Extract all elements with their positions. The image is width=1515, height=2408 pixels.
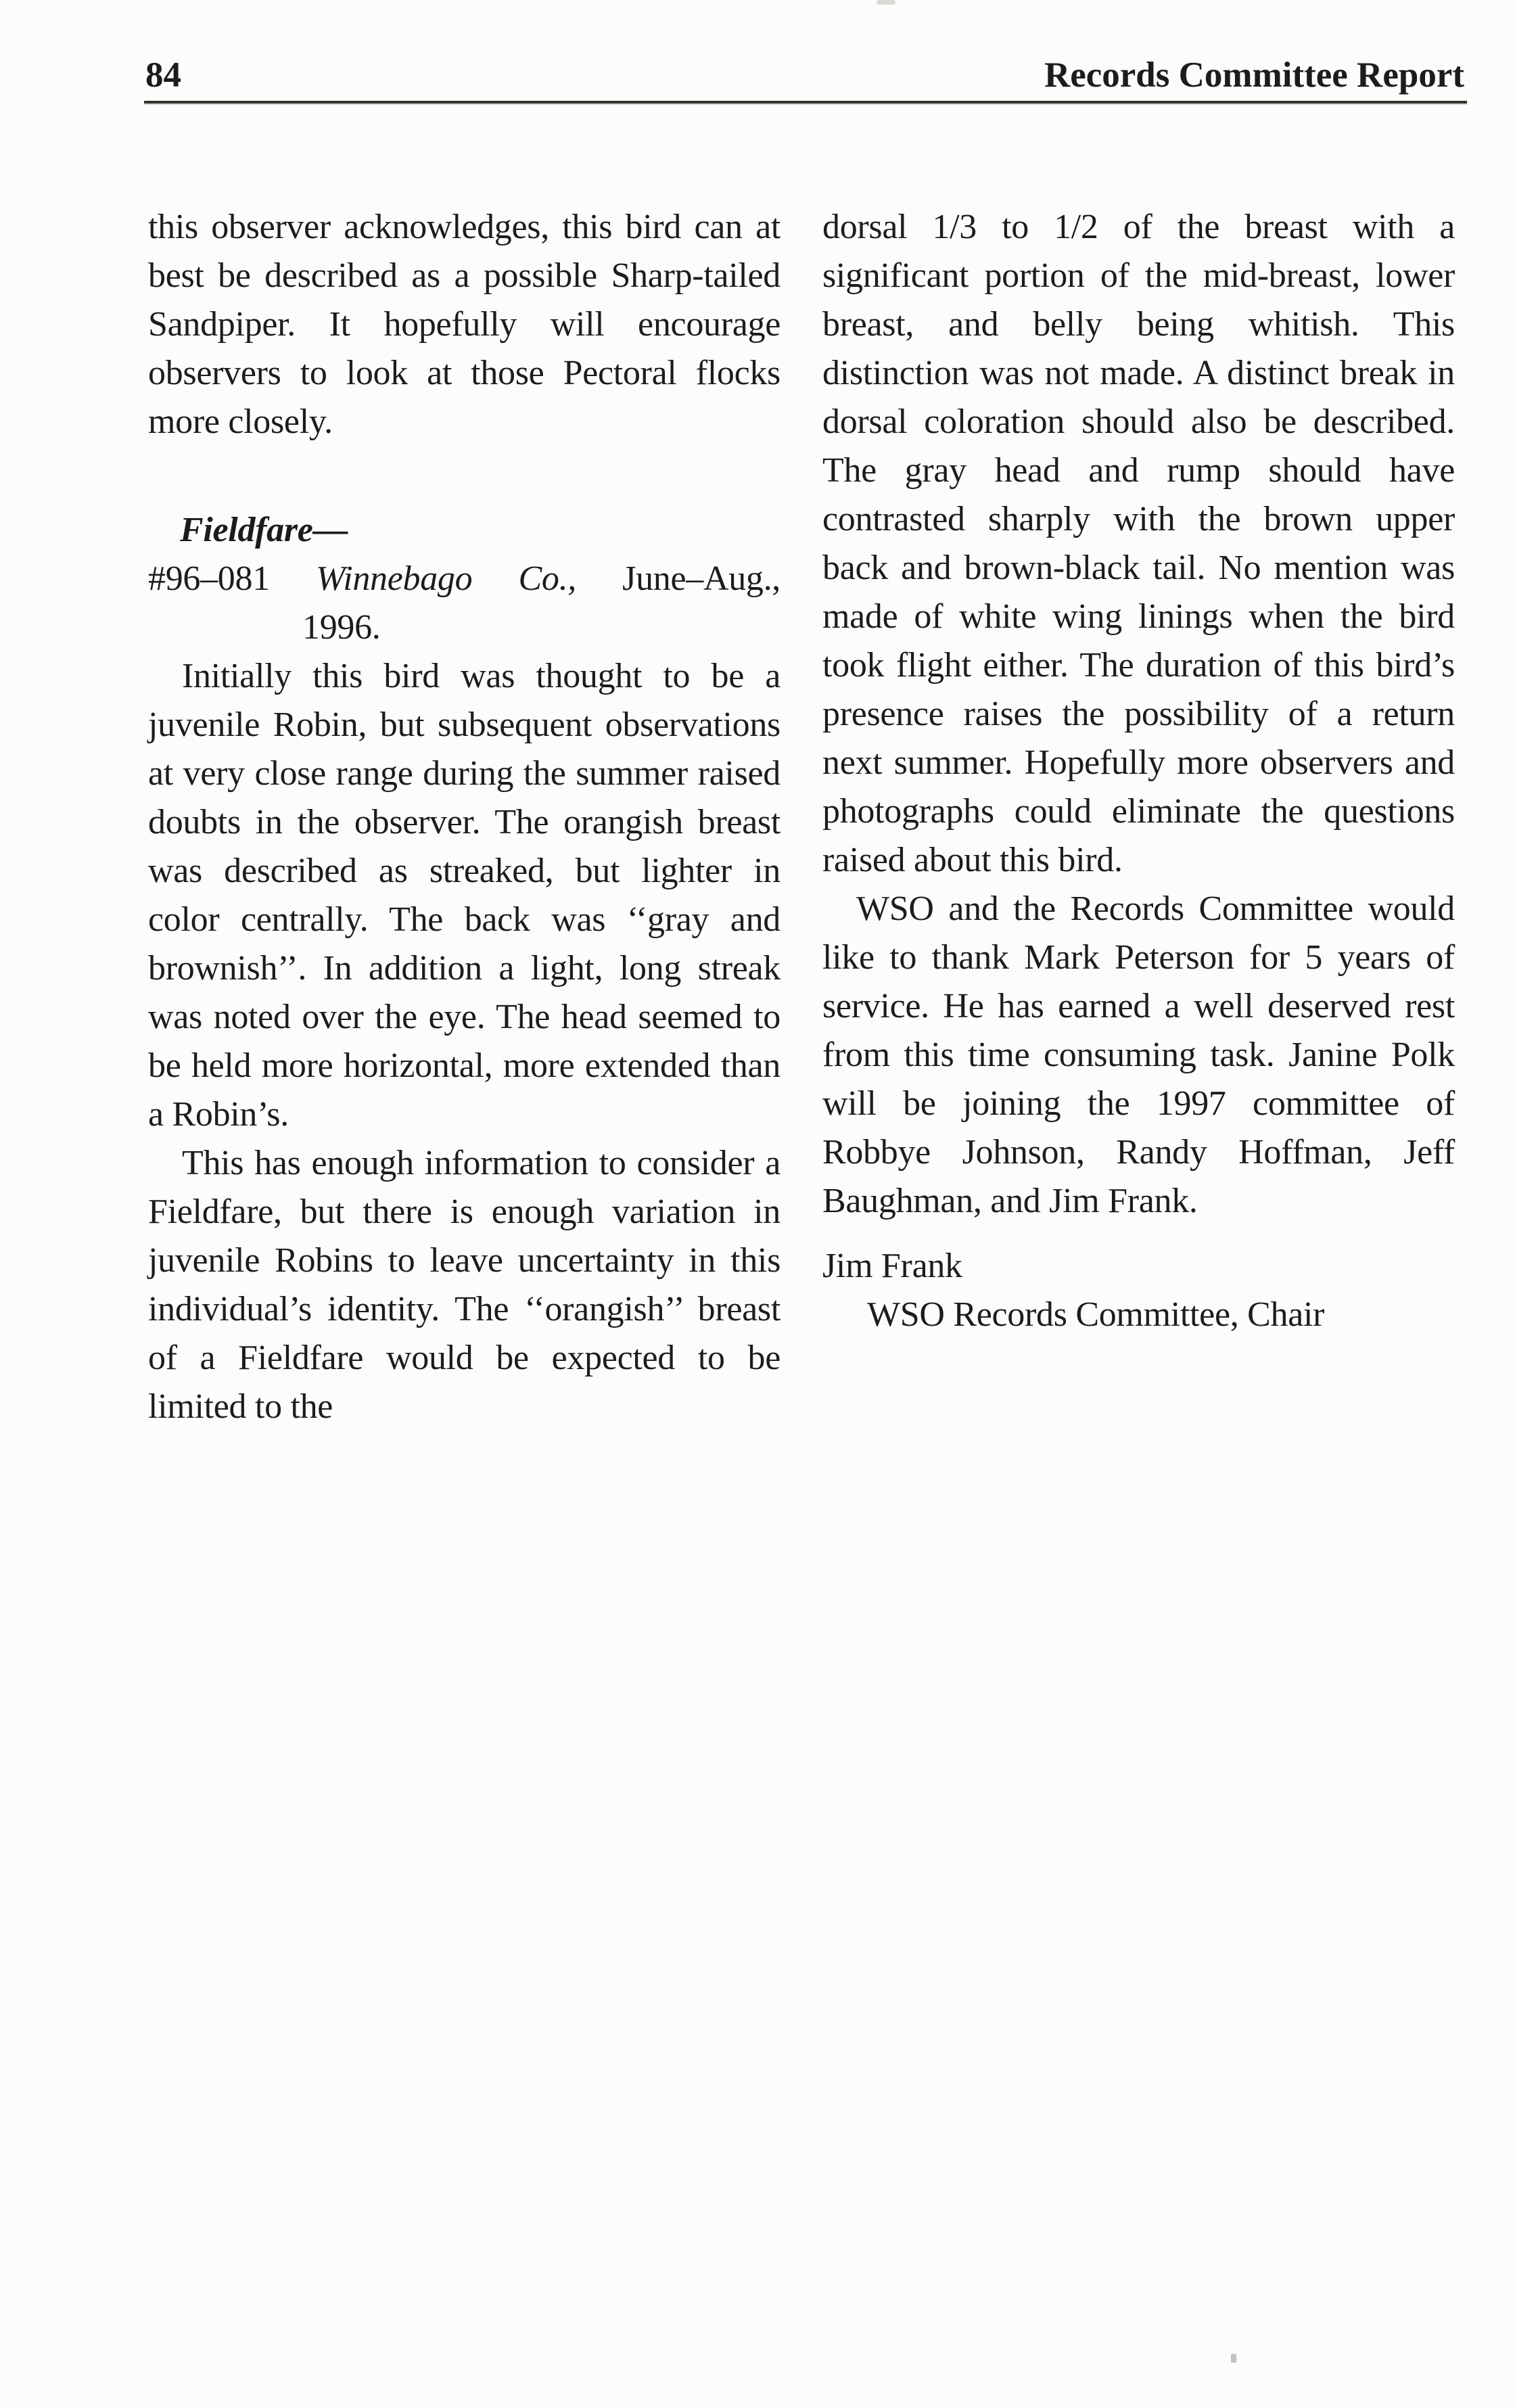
record-dates: June–Aug.,	[622, 559, 781, 598]
paragraph-sandpiper-conclusion: this observer acknowledges, this bird can at best be described as a possible Sharp-tailed Sandpiper. It hopefully will encourage observers to look at those Pectoral flocks more closely.	[148, 208, 780, 441]
running-header-title: Records Committee Report	[1044, 55, 1464, 95]
page-number: 84	[145, 55, 181, 95]
paragraph-fieldfare-description: Initially this bird was thought to be a juvenile Robin, but subsequent observations at very close range during the summer raised doubts in the observer. The orangish breast was described as streaked, but lighter in color centrally. The back was ‘‘gray and brownish’’. In addition a light, long streak was noted over the eye. The head seemed to be held more horizontal, more extended than a Robin’s.	[148, 657, 780, 1134]
header-rule	[144, 101, 1467, 103]
signature-block	[822, 1242, 1455, 1339]
left-column	[148, 203, 780, 1431]
species-heading: Fieldfare—	[180, 511, 348, 549]
scan-artifact-top-smudge	[877, 0, 895, 5]
paragraph-fieldfare-continuation: dorsal 1/3 to 1/2 of the breast with a significant portion of the mid-breast, lower breast, and belly being whitish. This distinction was not made. A distinct break in dorsal coloration should also be described. The gray head and rump should have contrasted sharply with the brown upper back and brown-black tail. No mention was made of white wing linings when the bird took flight either. The duration of this bird’s presence raises the possibility of a return next summer. Hopefully more observers and photographs could eliminate the questions raised about this bird.	[822, 208, 1455, 879]
paragraph-committee-thanks: WSO and the Records Committee would like to thank Mark Peterson for 5 years of service. He has earned a well deserved rest from this time consuming task. Janine Polk will be joining the 1997 committee of Robbye Johnson, Randy Hoffman, Jeff Baughman, and Jim Frank.	[822, 889, 1455, 1220]
record-heading-block	[148, 506, 780, 652]
record-number: #96–081	[148, 559, 270, 598]
paragraph-fieldfare-assessment: This has enough information to consider a Fieldfare, but there is enough variation in juvenile Robins to leave uncertainty in this individual’s identity. The ‘‘orangish’’ breast of a Fieldfare would be expected to be limited to the	[148, 1144, 780, 1426]
signature-title: WSO Records Committee, Chair	[867, 1295, 1325, 1334]
record-location: Winnebago Co.,	[316, 559, 576, 598]
scan-artifact-dot	[1231, 2354, 1236, 2363]
two-column-body	[148, 203, 1455, 1431]
right-column	[822, 203, 1455, 1431]
record-year: 1996.	[302, 608, 381, 647]
page-header	[145, 55, 1464, 95]
signature-name: Jim Frank	[822, 1247, 962, 1285]
record-citation-line	[148, 555, 780, 603]
